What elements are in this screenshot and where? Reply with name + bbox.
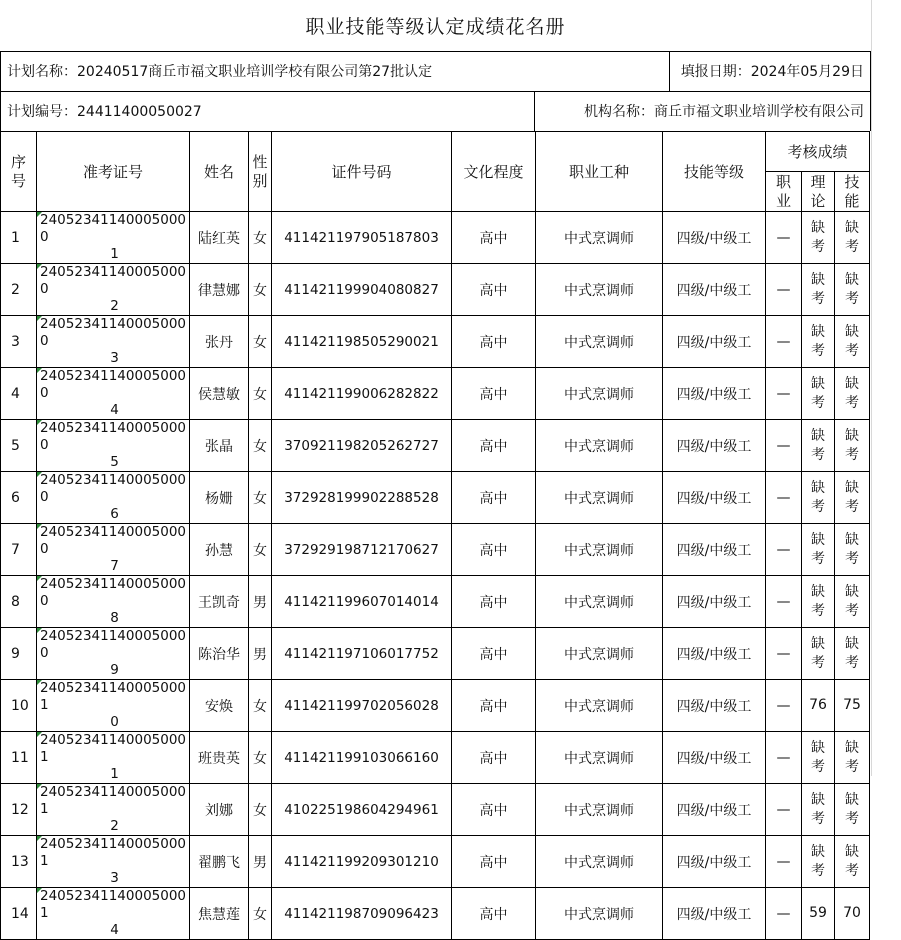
header-gender[interactable]: 性别 [249, 132, 272, 212]
exam-no-part: 2 [110, 818, 119, 834]
occupation-cell[interactable]: 中式烹调师 [536, 316, 663, 368]
occupation-cell[interactable]: 中式烹调师 [536, 784, 663, 836]
exam-no-part: 240523411400050000 [40, 420, 187, 453]
header-level[interactable]: 技能等级 [663, 132, 766, 212]
exam-no-part: 6 [110, 506, 119, 522]
gender-cell[interactable]: 男 [249, 576, 272, 628]
score-theory-cell[interactable]: 缺考 [802, 212, 835, 264]
header-seq[interactable]: 序号 [1, 132, 37, 212]
exam-no-part: 240523411400050001 [40, 732, 187, 765]
table-row [1, 836, 870, 888]
name-cell[interactable]: 翟鹏飞 [190, 836, 249, 888]
score-skill-cell[interactable]: 缺考 [835, 472, 870, 524]
gender-cell[interactable]: 女 [249, 264, 272, 316]
table-row [1, 368, 870, 420]
exam-no-part: 240523411400050000 [40, 524, 187, 557]
id-no-cell[interactable]: 411421199103066160 [272, 732, 452, 784]
id-no-cell[interactable]: 411421199904080827 [272, 264, 452, 316]
header-education[interactable]: 文化程度 [452, 132, 536, 212]
score-job-cell[interactable]: — [766, 316, 802, 368]
name-cell[interactable]: 孙慧 [190, 524, 249, 576]
exam-no-part: 240523411400050001 [40, 888, 187, 921]
gender-cell[interactable]: 男 [249, 836, 272, 888]
education-cell[interactable]: 高中 [452, 628, 536, 680]
score-skill-cell[interactable]: 缺考 [835, 576, 870, 628]
score-theory-cell[interactable]: 缺考 [802, 264, 835, 316]
score-job-cell[interactable]: — [766, 888, 802, 940]
exam-no-part: 3 [110, 870, 119, 886]
score-job-cell[interactable]: — [766, 264, 802, 316]
score-job-cell[interactable]: — [766, 680, 802, 732]
education-cell[interactable]: 高中 [452, 420, 536, 472]
exam-no-part: 9 [110, 662, 119, 678]
score-job-cell[interactable]: — [766, 472, 802, 524]
score-skill-cell[interactable]: 缺考 [835, 212, 870, 264]
level-cell[interactable]: 四级/中级工 [663, 576, 766, 628]
seq-cell[interactable]: 3 [1, 316, 37, 368]
level-cell[interactable]: 四级/中级工 [663, 316, 766, 368]
seq-cell[interactable]: 9 [1, 628, 37, 680]
level-cell[interactable]: 四级/中级工 [663, 524, 766, 576]
id-no-cell[interactable]: 411421199006282822 [272, 368, 452, 420]
seq-cell[interactable]: 7 [1, 524, 37, 576]
org-name-cell[interactable]: 机构名称：商丘市福文职业培训学校有限公司 [584, 104, 864, 120]
id-no-cell[interactable]: 411421199702056028 [272, 680, 452, 732]
score-job-cell[interactable]: — [766, 212, 802, 264]
score-theory-cell[interactable]: 76 [802, 680, 835, 732]
exam-no-cell[interactable] [37, 264, 190, 316]
score-theory-cell[interactable]: 缺考 [802, 368, 835, 420]
gender-cell[interactable]: 女 [249, 784, 272, 836]
id-no-cell[interactable]: 411421197106017752 [272, 628, 452, 680]
score-theory-cell[interactable]: 缺考 [802, 524, 835, 576]
score-job-cell[interactable]: — [766, 524, 802, 576]
education-cell[interactable]: 高中 [452, 368, 536, 420]
level-cell[interactable]: 四级/中级工 [663, 212, 766, 264]
score-skill-cell[interactable]: 缺考 [835, 836, 870, 888]
table-row [1, 472, 870, 524]
gender-cell[interactable]: 女 [249, 368, 272, 420]
name-cell[interactable]: 陈治华 [190, 628, 249, 680]
seq-cell[interactable]: 12 [1, 784, 37, 836]
level-cell[interactable]: 四级/中级工 [663, 420, 766, 472]
occupation-cell[interactable]: 中式烹调师 [536, 888, 663, 940]
education-cell[interactable]: 高中 [452, 576, 536, 628]
exam-no-part: 240523411400050000 [40, 576, 187, 609]
table-row [1, 576, 870, 628]
header-exam-no[interactable]: 准考证号 [37, 132, 190, 212]
gender-cell[interactable]: 女 [249, 212, 272, 264]
id-no-cell[interactable]: 411421199607014014 [272, 576, 452, 628]
name-cell[interactable]: 张丹 [190, 316, 249, 368]
level-cell[interactable]: 四级/中级工 [663, 680, 766, 732]
exam-no-part: 5 [110, 454, 119, 470]
occupation-cell[interactable]: 中式烹调师 [536, 264, 663, 316]
level-cell[interactable]: 四级/中级工 [663, 264, 766, 316]
exam-no-part: 240523411400050001 [40, 836, 187, 869]
seq-cell[interactable]: 11 [1, 732, 37, 784]
header-name[interactable]: 姓名 [190, 132, 249, 212]
exam-no-cell[interactable] [37, 836, 190, 888]
exam-no-cell[interactable] [37, 524, 190, 576]
cell-divider [669, 52, 670, 91]
seq-cell[interactable]: 5 [1, 420, 37, 472]
score-job-cell[interactable]: — [766, 368, 802, 420]
exam-no-part: 0 [110, 714, 119, 730]
education-cell[interactable]: 高中 [452, 732, 536, 784]
gender-cell[interactable]: 女 [249, 888, 272, 940]
score-skill-cell[interactable]: 缺考 [835, 784, 870, 836]
name-cell[interactable]: 律慧娜 [190, 264, 249, 316]
name-cell[interactable]: 杨姗 [190, 472, 249, 524]
exam-no-cell[interactable] [37, 472, 190, 524]
level-cell[interactable]: 四级/中级工 [663, 628, 766, 680]
education-cell[interactable]: 高中 [452, 212, 536, 264]
score-theory-cell[interactable]: 缺考 [802, 420, 835, 472]
gender-cell[interactable]: 女 [249, 472, 272, 524]
education-cell[interactable]: 高中 [452, 836, 536, 888]
plan-info-row [0, 51, 871, 91]
name-cell[interactable]: 王凯奇 [190, 576, 249, 628]
exam-no-part: 240523411400050000 [40, 628, 187, 661]
exam-no-part: 240523411400050001 [40, 680, 187, 713]
exam-no-part: 240523411400050000 [40, 368, 187, 401]
name-cell[interactable]: 班贵英 [190, 732, 249, 784]
exam-no-part: 8 [110, 610, 119, 626]
name-cell[interactable]: 安焕 [190, 680, 249, 732]
name-cell[interactable]: 张晶 [190, 420, 249, 472]
score-skill-cell[interactable]: 缺考 [835, 368, 870, 420]
exam-no-cell[interactable] [37, 576, 190, 628]
exam-no-part: 4 [110, 402, 119, 418]
occupation-cell[interactable]: 中式烹调师 [536, 836, 663, 888]
name-cell[interactable]: 侯慧敏 [190, 368, 249, 420]
score-table [0, 131, 870, 940]
name-cell[interactable]: 刘娜 [190, 784, 249, 836]
seq-cell[interactable]: 13 [1, 836, 37, 888]
score-theory-cell[interactable]: 缺考 [802, 732, 835, 784]
level-cell[interactable]: 四级/中级工 [663, 472, 766, 524]
exam-no-part: 240523411400050000 [40, 212, 187, 245]
seq-cell[interactable]: 1 [1, 212, 37, 264]
level-cell[interactable]: 四级/中级工 [663, 784, 766, 836]
exam-no-cell[interactable] [37, 212, 190, 264]
exam-no-cell[interactable] [37, 784, 190, 836]
score-theory-cell[interactable]: 缺考 [802, 836, 835, 888]
score-skill-cell[interactable]: 缺考 [835, 628, 870, 680]
header-scores[interactable]: 考核成绩 [766, 132, 870, 172]
education-cell[interactable]: 高中 [452, 316, 536, 368]
sheet-title: 职业技能等级认定成绩花名册 [305, 16, 566, 38]
seq-cell[interactable]: 4 [1, 368, 37, 420]
id-no-cell[interactable]: 372929198712170627 [272, 524, 452, 576]
exam-no-part: 240523411400050000 [40, 472, 187, 505]
grid-line [871, 0, 872, 776]
exam-no-cell[interactable] [37, 888, 190, 940]
gender-cell[interactable]: 女 [249, 420, 272, 472]
header-score-theory[interactable]: 理论 [802, 172, 835, 212]
gender-cell[interactable]: 女 [249, 316, 272, 368]
score-skill-cell[interactable]: 缺考 [835, 264, 870, 316]
score-skill-cell[interactable]: 75 [835, 680, 870, 732]
table-row [1, 784, 870, 836]
plan-name-cell[interactable]: 计划名称：20240517商丘市福文职业培训学校有限公司第27批认定 [7, 64, 433, 80]
score-skill-cell[interactable]: 缺考 [835, 420, 870, 472]
seq-cell[interactable]: 14 [1, 888, 37, 940]
score-theory-cell[interactable]: 缺考 [802, 316, 835, 368]
level-cell[interactable]: 四级/中级工 [663, 888, 766, 940]
header-id-no[interactable]: 证件号码 [272, 132, 452, 212]
score-theory-cell[interactable]: 缺考 [802, 628, 835, 680]
exam-no-part: 3 [110, 350, 119, 366]
score-job-cell[interactable]: — [766, 628, 802, 680]
id-no-cell[interactable]: 372928199902288528 [272, 472, 452, 524]
exam-no-part: 1 [110, 766, 119, 782]
id-no-cell[interactable]: 411421199209301210 [272, 836, 452, 888]
score-theory-cell[interactable]: 缺考 [802, 784, 835, 836]
gender-cell[interactable]: 女 [249, 732, 272, 784]
plan-code-row [0, 91, 871, 131]
score-job-cell[interactable]: — [766, 732, 802, 784]
exam-no-cell[interactable] [37, 680, 190, 732]
id-no-cell[interactable]: 410225198604294961 [272, 784, 452, 836]
score-theory-cell[interactable]: 缺考 [802, 472, 835, 524]
exam-no-part: 240523411400050000 [40, 264, 187, 297]
education-cell[interactable]: 高中 [452, 888, 536, 940]
table-row [1, 212, 870, 264]
education-cell[interactable]: 高中 [452, 680, 536, 732]
id-no-cell[interactable]: 370921198205262727 [272, 420, 452, 472]
score-job-cell[interactable]: — [766, 836, 802, 888]
gender-cell[interactable]: 女 [249, 680, 272, 732]
score-theory-cell[interactable]: 59 [802, 888, 835, 940]
education-cell[interactable]: 高中 [452, 472, 536, 524]
header-score-job[interactable]: 职业 [766, 172, 802, 212]
seq-cell[interactable]: 6 [1, 472, 37, 524]
occupation-cell[interactable]: 中式烹调师 [536, 524, 663, 576]
exam-no-part: 240523411400050001 [40, 784, 187, 817]
exam-no-part: 4 [110, 922, 119, 938]
occupation-cell[interactable]: 中式烹调师 [536, 576, 663, 628]
exam-no-cell[interactable] [37, 628, 190, 680]
exam-no-part: 2 [110, 298, 119, 314]
table-row [1, 628, 870, 680]
gender-cell[interactable]: 女 [249, 524, 272, 576]
table-row [1, 888, 870, 940]
level-cell[interactable]: 四级/中级工 [663, 836, 766, 888]
occupation-cell[interactable]: 中式烹调师 [536, 732, 663, 784]
name-cell[interactable]: 陆红英 [190, 212, 249, 264]
occupation-cell[interactable]: 中式烹调师 [536, 628, 663, 680]
score-job-cell[interactable]: — [766, 420, 802, 472]
score-skill-cell[interactable]: 缺考 [835, 732, 870, 784]
occupation-cell[interactable]: 中式烹调师 [536, 680, 663, 732]
name-cell[interactable]: 焦慧莲 [190, 888, 249, 940]
id-no-cell[interactable]: 411421197905187803 [272, 212, 452, 264]
gender-cell[interactable]: 男 [249, 628, 272, 680]
score-job-cell[interactable]: — [766, 576, 802, 628]
score-skill-cell[interactable]: 缺考 [835, 316, 870, 368]
table-row [1, 524, 870, 576]
occupation-cell[interactable]: 中式烹调师 [536, 420, 663, 472]
seq-cell[interactable]: 10 [1, 680, 37, 732]
cell-divider [534, 92, 535, 131]
header-occupation[interactable]: 职业工种 [536, 132, 663, 212]
education-cell[interactable]: 高中 [452, 784, 536, 836]
occupation-cell[interactable]: 中式烹调师 [536, 472, 663, 524]
score-theory-cell[interactable]: 缺考 [802, 576, 835, 628]
id-no-cell[interactable]: 411421198505290021 [272, 316, 452, 368]
plan-code-cell[interactable]: 计划编号：24411400050027 [7, 104, 202, 120]
exam-no-cell[interactable] [37, 316, 190, 368]
exam-no-part: 240523411400050000 [40, 316, 187, 349]
seq-cell[interactable]: 2 [1, 264, 37, 316]
occupation-cell[interactable]: 中式烹调师 [536, 368, 663, 420]
occupation-cell[interactable]: 中式烹调师 [536, 212, 663, 264]
score-skill-cell[interactable]: 70 [835, 888, 870, 940]
level-cell[interactable]: 四级/中级工 [663, 368, 766, 420]
report-date-cell[interactable]: 填报日期：2024年05月29日 [680, 64, 864, 80]
exam-no-cell[interactable] [37, 368, 190, 420]
header-score-skill[interactable]: 技能 [835, 172, 870, 212]
exam-no-part: 7 [110, 558, 119, 574]
education-cell[interactable]: 高中 [452, 264, 536, 316]
education-cell[interactable]: 高中 [452, 524, 536, 576]
exam-no-cell[interactable] [37, 420, 190, 472]
table-row [1, 420, 870, 472]
id-no-cell[interactable]: 411421198709096423 [272, 888, 452, 940]
table-row [1, 316, 870, 368]
exam-no-part: 1 [110, 246, 119, 262]
level-cell[interactable]: 四级/中级工 [663, 732, 766, 784]
table-row [1, 680, 870, 732]
table-row [1, 264, 870, 316]
score-skill-cell[interactable]: 缺考 [835, 524, 870, 576]
score-job-cell[interactable]: — [766, 784, 802, 836]
seq-cell[interactable]: 8 [1, 576, 37, 628]
